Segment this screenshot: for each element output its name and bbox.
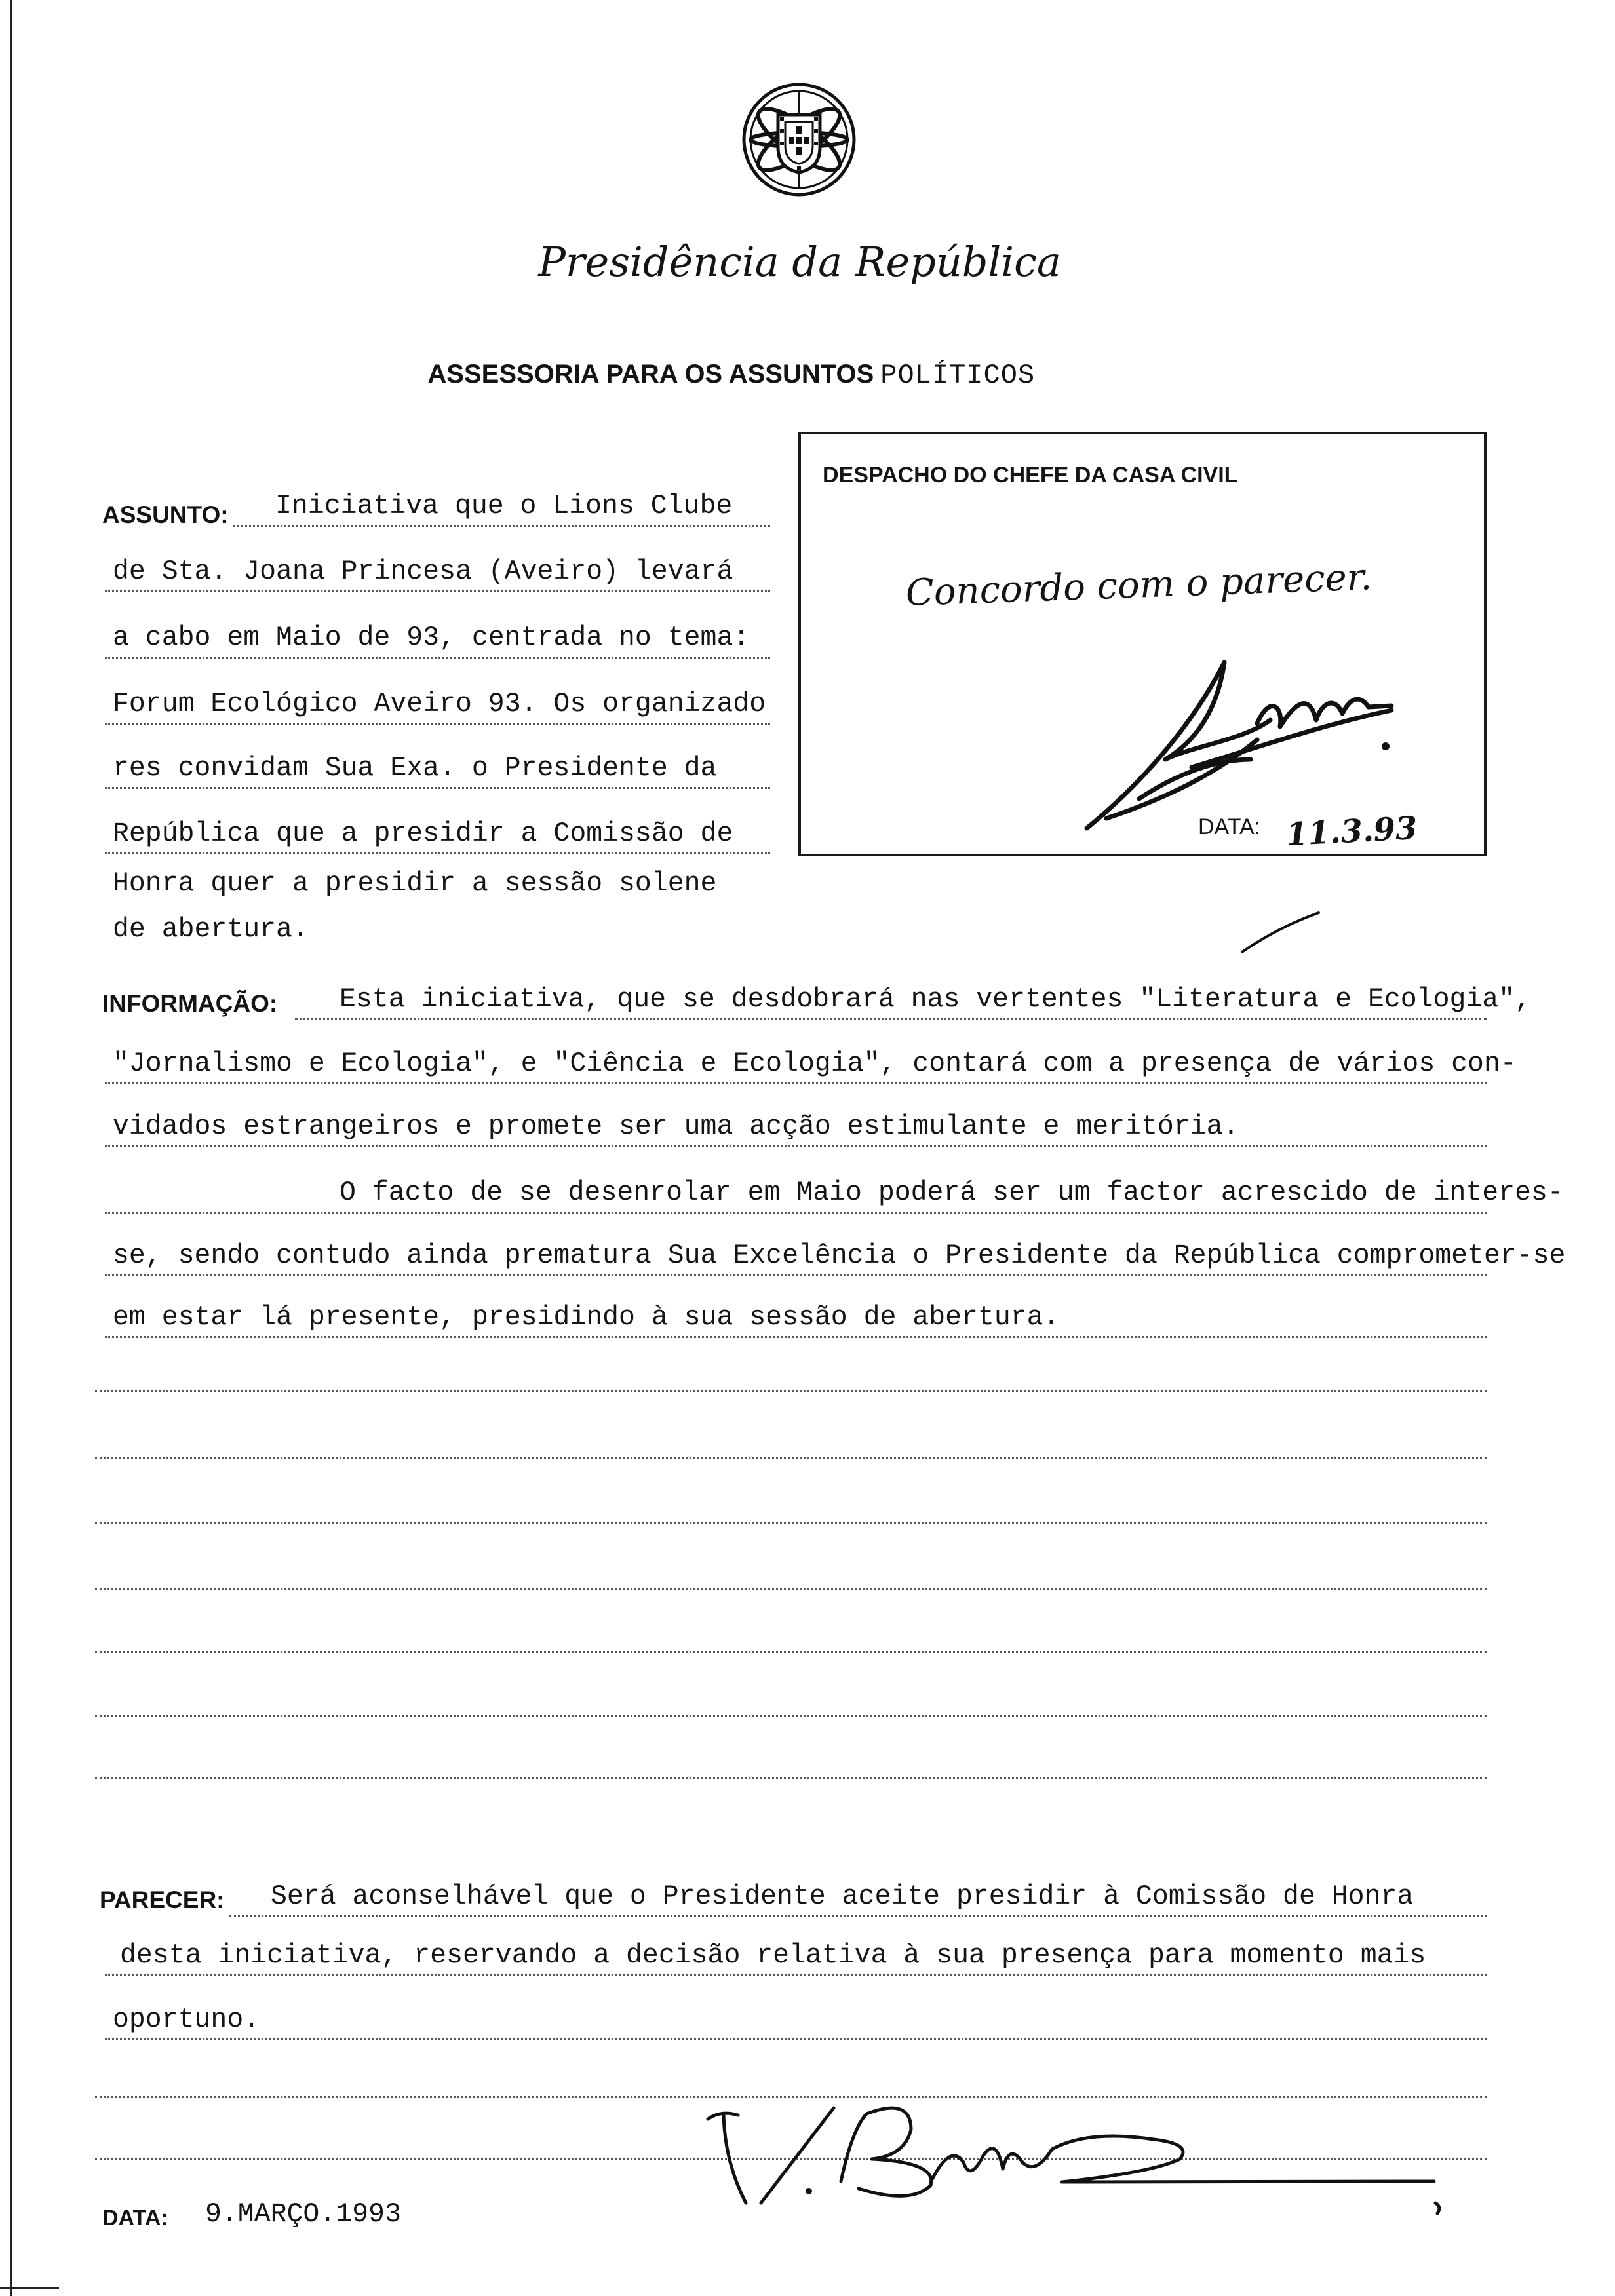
informacao-label: INFORMAÇÃO: (102, 990, 278, 1017)
informacao-line: "Jornalismo e Ecologia", e "Ciência e Ecologia", contará com a presença de vários con- (105, 1046, 1487, 1084)
page-edge-line (10, 0, 12, 2296)
footer-date-label: DATA: (102, 2206, 168, 2230)
assunto-line: a cabo em Maio de 93, centrada no tema: (105, 620, 770, 659)
pen-stroke-mark (1239, 908, 1324, 957)
despacho-date-label: DATA: (1198, 814, 1261, 839)
institution-title: Presidência da República (538, 238, 1061, 286)
blank-form-line (95, 1588, 1487, 1590)
informacao-line: em estar lá presente, presidindo à sua sessão de abertura. (105, 1299, 1487, 1338)
blank-form-line (95, 1715, 1487, 1717)
despacho-date-value: 11.3.93 (1285, 809, 1418, 854)
parecer-line: desta iniciativa, reservando a decisão relativa à sua presença para momento mais (105, 1938, 1487, 1976)
page-corner-mark (0, 2287, 59, 2289)
assunto-line: República que a presidir a Comissão de (105, 816, 770, 854)
assunto-line: de Sta. Joana Princesa (Aveiro) levará (105, 554, 770, 592)
parecer-label: PARECER: (100, 1886, 225, 1913)
coat-of-arms-icon (733, 74, 865, 205)
blank-form-line (95, 1522, 1487, 1524)
blank-form-line (95, 1777, 1487, 1779)
parecer-line: Será aconselhável que o Presidente aceite presidir à Comissão de Honra (229, 1879, 1487, 1917)
despacho-signature-drawing (798, 432, 1487, 856)
assunto-line: de abertura. (113, 914, 309, 945)
informacao-line: Esta iniciativa, que se desdobrará nas vertentes "Literatura e Ecologia", (295, 982, 1487, 1020)
department-heading-suffix: POLÍTICOS (880, 360, 1036, 391)
informacao-line: vidados estrangeiros e promete ser uma acção estimulante e meritória. (105, 1109, 1487, 1147)
informacao-line: O facto de se desenrolar em Maio poderá ser um factor acrescido de interes- (105, 1175, 1487, 1214)
despacho-label: DESPACHO DO CHEFE DA CASA CIVIL (823, 463, 1238, 488)
assunto-line: res convidam Sua Exa. o Presidente da (105, 750, 770, 789)
parecer-line: oportuno. (105, 2002, 1487, 2040)
despacho-box (798, 432, 1487, 856)
footer-date-value: 9.MARÇO.1993 (205, 2199, 401, 2230)
blank-form-line (95, 1651, 1487, 1653)
assunto-line: Honra quer a presidir a sessão solene (113, 868, 717, 899)
assunto-label: ASSUNTO: (102, 501, 229, 528)
department-heading-prefix: ASSESSORIA PARA OS ASSUNTOS (427, 360, 874, 389)
blank-form-line (95, 1390, 1487, 1392)
blank-form-line (95, 1457, 1487, 1459)
assunto-line: Iniciativa que o Lions Clube (233, 488, 770, 527)
department-heading (402, 331, 1035, 423)
assunto-line: Forum Ecológico Aveiro 93. Os organizado (105, 686, 770, 725)
despacho-handwritten-note: Concordo com o parecer. (905, 556, 1373, 615)
informacao-line: se, sendo contudo ainda prematura Sua Excelência o Presidente da República comprometer-se (105, 1238, 1487, 1276)
advisor-signature-drawing (695, 2090, 1468, 2221)
